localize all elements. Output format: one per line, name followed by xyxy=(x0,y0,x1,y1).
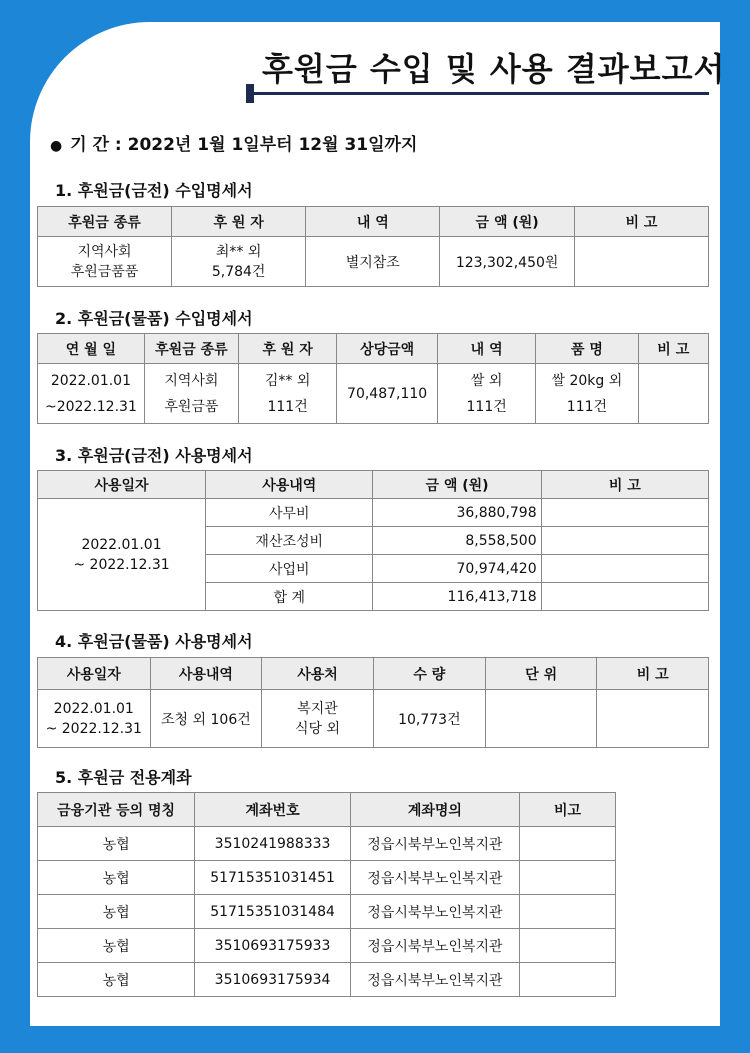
table-cell xyxy=(38,499,206,611)
table-row xyxy=(38,237,709,287)
table-cell xyxy=(519,861,615,895)
col-header: 사용처 xyxy=(262,658,374,690)
table-cell: 3510693175934 xyxy=(195,963,351,997)
section-5-heading: 5. 후원금 전용계좌 xyxy=(55,768,192,787)
table-cell: 합 계 xyxy=(206,583,373,611)
col-header: 금 액 (원) xyxy=(440,207,575,237)
section-2-heading: 2. 후원금(물품) 수입명세서 xyxy=(55,309,253,328)
table-row xyxy=(38,364,709,424)
table-cell xyxy=(541,499,708,527)
table-header-row xyxy=(38,471,709,499)
table-cell xyxy=(541,555,708,583)
table-cell xyxy=(38,237,172,287)
income-cash-table xyxy=(37,206,709,287)
table-cell xyxy=(262,690,374,748)
table-cell: 정읍시북부노인복지관 xyxy=(350,963,519,997)
table-cell: 조청 외 106건 xyxy=(150,690,262,748)
table-cell xyxy=(38,690,151,748)
table-cell: 사업비 xyxy=(206,555,373,583)
table-cell xyxy=(597,690,709,748)
cell-text: 111건 xyxy=(267,398,308,415)
table-cell xyxy=(172,237,306,287)
col-header: 후원금 종류 xyxy=(144,334,238,364)
table-cell: 정읍시북부노인복지관 xyxy=(350,861,519,895)
table-cell xyxy=(541,583,708,611)
col-header: 계좌번호 xyxy=(195,793,351,827)
table-cell: 정읍시북부노인복지관 xyxy=(350,929,519,963)
table-cell: 36,880,798 xyxy=(373,499,541,527)
col-header: 금 액 (원) xyxy=(373,471,541,499)
table-cell: 116,413,718 xyxy=(373,583,541,611)
cell-text: 쌀 외 xyxy=(470,372,503,389)
table-cell xyxy=(38,364,145,424)
cell-text: 후원금품 xyxy=(164,398,219,415)
table-row xyxy=(38,861,616,895)
table-cell: 51715351031451 xyxy=(195,861,351,895)
table-cell xyxy=(519,827,615,861)
col-header: 비 고 xyxy=(541,471,708,499)
table-cell: 농협 xyxy=(38,963,195,997)
col-header: 내 역 xyxy=(306,207,440,237)
table-cell: 사무비 xyxy=(206,499,373,527)
table-cell: 정읍시북부노인복지관 xyxy=(350,895,519,929)
table-cell: 농협 xyxy=(38,827,195,861)
table-cell xyxy=(438,364,536,424)
cell-text: 최** 외 xyxy=(215,243,262,260)
col-header: 품 명 xyxy=(536,334,638,364)
page-title: 후원금 수입 및 사용 결과보고서 xyxy=(262,50,726,88)
table-header-row xyxy=(38,658,709,690)
table-cell: 3510693175933 xyxy=(195,929,351,963)
table-cell xyxy=(519,895,615,929)
section-4-heading: 4. 후원금(물품) 사용명세서 xyxy=(55,632,253,651)
table-cell: 별지참조 xyxy=(306,237,440,287)
cell-text: 김** 외 xyxy=(264,372,311,389)
table-cell xyxy=(485,690,597,748)
table-cell xyxy=(536,364,638,424)
col-header: 연 월 일 xyxy=(38,334,145,364)
cell-text: ~ 2022.12.31 xyxy=(73,556,170,573)
col-header: 비 고 xyxy=(638,334,708,364)
title-underline xyxy=(253,92,709,95)
table-cell: 10,773건 xyxy=(373,690,485,748)
table-cell: 재산조성비 xyxy=(206,527,373,555)
section-1-heading: 1. 후원금(금전) 수입명세서 xyxy=(55,181,253,200)
cell-text: 5,784건 xyxy=(211,263,266,280)
table-cell: 51715351031484 xyxy=(195,895,351,929)
table-row xyxy=(38,499,709,527)
col-header: 수 량 xyxy=(373,658,485,690)
cell-text: 2022.01.01 xyxy=(50,372,131,389)
col-header: 사용일자 xyxy=(38,658,151,690)
table-cell xyxy=(638,364,708,424)
col-header: 내 역 xyxy=(438,334,536,364)
cell-text: 지역사회 xyxy=(77,243,132,260)
col-header: 후 원 자 xyxy=(238,334,336,364)
col-header: 사용내역 xyxy=(150,658,262,690)
table-cell xyxy=(519,963,615,997)
table-row xyxy=(38,963,616,997)
bullet-icon: ● xyxy=(50,138,63,154)
table-cell: 70,487,110 xyxy=(337,364,438,424)
income-goods-table xyxy=(37,333,709,424)
table-cell xyxy=(574,237,708,287)
cell-text: 111건 xyxy=(566,398,608,415)
col-header: 단 위 xyxy=(485,658,597,690)
section-3-heading: 3. 후원금(금전) 사용명세서 xyxy=(55,446,253,465)
table-row xyxy=(38,827,616,861)
period-line xyxy=(50,130,417,155)
col-header: 비 고 xyxy=(574,207,708,237)
table-header-row xyxy=(38,793,616,827)
table-cell: 농협 xyxy=(38,895,195,929)
table-cell: 123,302,450원 xyxy=(440,237,575,287)
table-cell xyxy=(238,364,336,424)
col-header: 후원금 종류 xyxy=(38,207,172,237)
table-row xyxy=(38,895,616,929)
table-cell: 8,558,500 xyxy=(373,527,541,555)
cell-text: 쌀 20kg 외 xyxy=(551,372,623,389)
table-cell: 70,974,420 xyxy=(373,555,541,583)
table-row xyxy=(38,690,709,748)
table-cell: 농협 xyxy=(38,861,195,895)
cell-text: 111건 xyxy=(466,398,507,415)
cell-text: 후원금품품 xyxy=(70,263,139,280)
table-header-row xyxy=(38,334,709,364)
col-header: 비고 xyxy=(519,793,615,827)
cell-text: 복지관 xyxy=(297,700,338,717)
account-table xyxy=(37,792,616,997)
table-header-row xyxy=(38,207,709,237)
cell-text: ~ 2022.12.31 xyxy=(45,720,142,737)
col-header: 후 원 자 xyxy=(172,207,306,237)
col-header: 사용내역 xyxy=(206,471,373,499)
table-cell xyxy=(541,527,708,555)
period-text: 기 간 : 2022년 1월 1일부터 12월 31일까지 xyxy=(70,135,418,155)
usage-cash-table xyxy=(37,470,709,611)
cell-text: 지역사회 xyxy=(164,372,219,389)
col-header: 비 고 xyxy=(597,658,709,690)
col-header: 상당금액 xyxy=(337,334,438,364)
table-cell: 정읍시북부노인복지관 xyxy=(350,827,519,861)
table-row xyxy=(38,929,616,963)
table-cell: 3510241988333 xyxy=(195,827,351,861)
usage-goods-table xyxy=(37,657,709,748)
cell-text: 2022.01.01 xyxy=(81,536,162,553)
col-header: 계좌명의 xyxy=(350,793,519,827)
cell-text: ~2022.12.31 xyxy=(44,398,137,415)
col-header: 사용일자 xyxy=(38,471,206,499)
cell-text: 2022.01.01 xyxy=(53,700,134,717)
cell-text: 식당 외 xyxy=(295,720,341,737)
col-header: 금융기관 등의 명칭 xyxy=(38,793,195,827)
table-cell xyxy=(519,929,615,963)
table-cell xyxy=(144,364,238,424)
table-cell: 농협 xyxy=(38,929,195,963)
